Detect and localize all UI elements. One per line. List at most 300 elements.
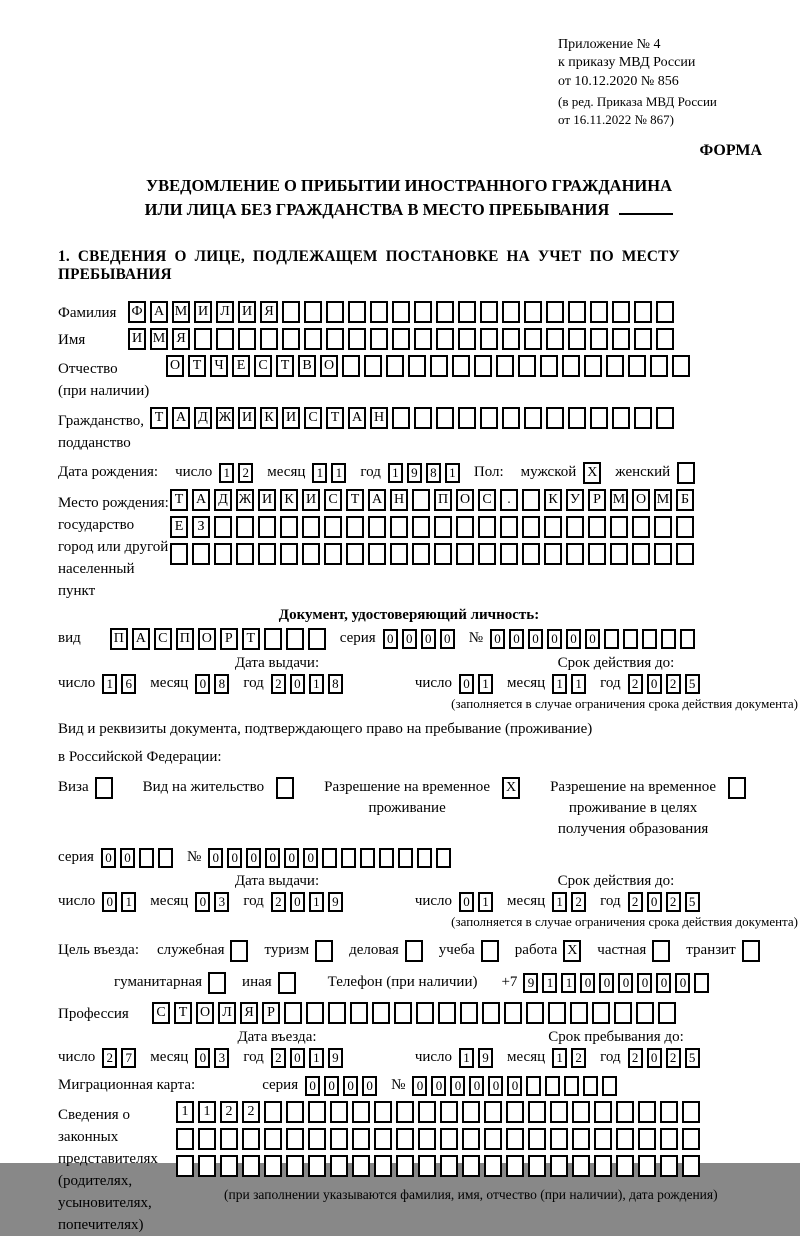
char-box[interactable]: К: [280, 489, 298, 511]
char-box[interactable]: [474, 355, 492, 377]
char-box[interactable]: [482, 1002, 500, 1024]
char-box[interactable]: 2: [271, 892, 286, 912]
char-box[interactable]: [440, 1101, 458, 1123]
char-box[interactable]: [650, 355, 668, 377]
char-box[interactable]: 2: [666, 1048, 681, 1068]
char-box[interactable]: 0: [265, 848, 280, 868]
char-box[interactable]: [328, 1002, 346, 1024]
char-box[interactable]: Л: [218, 1002, 236, 1024]
char-box[interactable]: [526, 1002, 544, 1024]
char-box[interactable]: К: [260, 407, 278, 429]
char-box[interactable]: [528, 1101, 546, 1123]
char-box[interactable]: [216, 328, 234, 350]
char-box[interactable]: 0: [528, 629, 543, 649]
char-box[interactable]: [264, 1155, 282, 1177]
char-box[interactable]: [500, 516, 518, 538]
char-box[interactable]: 8: [426, 463, 441, 483]
char-box[interactable]: И: [258, 489, 276, 511]
char-box[interactable]: [656, 328, 674, 350]
char-box[interactable]: А: [192, 489, 210, 511]
char-box[interactable]: [480, 407, 498, 429]
char-box[interactable]: [278, 972, 296, 994]
char-box[interactable]: [504, 1002, 522, 1024]
char-box[interactable]: 0: [227, 848, 242, 868]
char-box[interactable]: 2: [628, 892, 643, 912]
char-box[interactable]: 5: [685, 674, 700, 694]
char-box[interactable]: 5: [685, 1048, 700, 1068]
char-box[interactable]: Ф: [128, 301, 146, 323]
char-box[interactable]: [606, 355, 624, 377]
char-box[interactable]: 0: [195, 674, 210, 694]
char-box[interactable]: А: [172, 407, 190, 429]
char-box[interactable]: У: [566, 489, 584, 511]
char-box[interactable]: С: [304, 407, 322, 429]
char-box[interactable]: [546, 328, 564, 350]
char-box[interactable]: Т: [276, 355, 294, 377]
char-box[interactable]: М: [610, 489, 628, 511]
char-box[interactable]: 0: [120, 848, 135, 868]
char-box[interactable]: 0: [362, 1076, 377, 1096]
char-box[interactable]: [396, 1155, 414, 1177]
char-box[interactable]: 0: [488, 1076, 503, 1096]
char-box[interactable]: С: [254, 355, 272, 377]
char-box[interactable]: [436, 301, 454, 323]
char-box[interactable]: [414, 407, 432, 429]
char-box[interactable]: [522, 543, 540, 565]
char-box[interactable]: К: [544, 489, 562, 511]
char-box[interactable]: [502, 328, 520, 350]
char-box[interactable]: 0: [637, 973, 652, 993]
char-box[interactable]: [276, 777, 294, 799]
char-box[interactable]: [590, 328, 608, 350]
char-box[interactable]: З: [192, 516, 210, 538]
char-box[interactable]: [374, 1128, 392, 1150]
char-box[interactable]: [604, 629, 619, 649]
char-box[interactable]: И: [194, 301, 212, 323]
char-box[interactable]: 0: [324, 1076, 339, 1096]
char-box[interactable]: [368, 543, 386, 565]
char-box[interactable]: 1: [552, 674, 567, 694]
char-box[interactable]: [570, 1002, 588, 1024]
char-box[interactable]: 0: [421, 629, 436, 649]
char-box[interactable]: 2: [628, 1048, 643, 1068]
char-box[interactable]: [342, 355, 360, 377]
char-box[interactable]: [680, 629, 695, 649]
char-box[interactable]: [198, 1155, 216, 1177]
char-box[interactable]: [458, 328, 476, 350]
char-box[interactable]: 1: [478, 892, 493, 912]
char-box[interactable]: Е: [170, 516, 188, 538]
char-box[interactable]: [302, 516, 320, 538]
temp-residence-checkbox[interactable]: [502, 777, 524, 799]
char-box[interactable]: [540, 355, 558, 377]
char-box[interactable]: О: [632, 489, 650, 511]
char-box[interactable]: 0: [305, 1076, 320, 1096]
char-box[interactable]: С: [154, 628, 172, 650]
char-box[interactable]: [660, 1101, 678, 1123]
purpose-private-checkbox[interactable]: [652, 940, 674, 962]
char-box[interactable]: [524, 301, 542, 323]
purpose-business-checkbox[interactable]: [405, 940, 427, 962]
char-box[interactable]: 1: [176, 1101, 194, 1123]
char-box[interactable]: 0: [656, 973, 671, 993]
char-box[interactable]: 1: [309, 1048, 324, 1068]
char-box[interactable]: [418, 1128, 436, 1150]
char-box[interactable]: 2: [271, 674, 286, 694]
char-box[interactable]: Ч: [210, 355, 228, 377]
char-box[interactable]: О: [456, 489, 474, 511]
char-box[interactable]: [572, 1128, 590, 1150]
char-box[interactable]: С: [324, 489, 342, 511]
char-box[interactable]: [412, 489, 430, 511]
char-box[interactable]: Т: [188, 355, 206, 377]
char-box[interactable]: [330, 1128, 348, 1150]
char-box[interactable]: [661, 629, 676, 649]
char-box[interactable]: X: [563, 940, 581, 962]
char-box[interactable]: [315, 940, 333, 962]
char-box[interactable]: [308, 1155, 326, 1177]
char-box[interactable]: [636, 1002, 654, 1024]
char-box[interactable]: [430, 355, 448, 377]
char-box[interactable]: [677, 462, 695, 484]
char-box[interactable]: [158, 848, 173, 868]
char-box[interactable]: С: [478, 489, 496, 511]
char-box[interactable]: [286, 628, 304, 650]
char-box[interactable]: [456, 516, 474, 538]
char-box[interactable]: 9: [328, 1048, 343, 1068]
char-box[interactable]: Д: [214, 489, 232, 511]
char-box[interactable]: 1: [309, 892, 324, 912]
char-box[interactable]: [458, 301, 476, 323]
char-box[interactable]: [370, 328, 388, 350]
char-box[interactable]: 0: [195, 1048, 210, 1068]
char-box[interactable]: 9: [478, 1048, 493, 1068]
char-box[interactable]: [502, 301, 520, 323]
char-box[interactable]: [390, 516, 408, 538]
char-box[interactable]: [194, 328, 212, 350]
char-box[interactable]: 0: [343, 1076, 358, 1096]
char-box[interactable]: [346, 543, 364, 565]
char-box[interactable]: 0: [599, 973, 614, 993]
char-box[interactable]: 2: [571, 892, 586, 912]
char-box[interactable]: [478, 516, 496, 538]
char-box[interactable]: Д: [194, 407, 212, 429]
char-box[interactable]: Т: [242, 628, 260, 650]
char-box[interactable]: [242, 1155, 260, 1177]
char-box[interactable]: 1: [459, 1048, 474, 1068]
char-box[interactable]: [484, 1128, 502, 1150]
char-box[interactable]: И: [238, 301, 256, 323]
char-box[interactable]: [280, 516, 298, 538]
char-box[interactable]: 1: [219, 463, 234, 483]
char-box[interactable]: И: [238, 407, 256, 429]
char-box[interactable]: [258, 543, 276, 565]
char-box[interactable]: [524, 407, 542, 429]
char-box[interactable]: [594, 1155, 612, 1177]
char-box[interactable]: 1: [309, 674, 324, 694]
char-box[interactable]: 0: [402, 629, 417, 649]
char-box[interactable]: 0: [566, 629, 581, 649]
char-box[interactable]: [284, 1002, 302, 1024]
char-box[interactable]: [676, 516, 694, 538]
char-box[interactable]: [436, 328, 454, 350]
char-box[interactable]: [436, 848, 451, 868]
char-box[interactable]: Р: [220, 628, 238, 650]
char-box[interactable]: X: [502, 777, 520, 799]
char-box[interactable]: 0: [290, 1048, 305, 1068]
char-box[interactable]: [304, 301, 322, 323]
char-box[interactable]: О: [198, 628, 216, 650]
char-box[interactable]: [440, 1128, 458, 1150]
char-box[interactable]: Ж: [236, 489, 254, 511]
char-box[interactable]: [654, 543, 672, 565]
char-box[interactable]: 1: [312, 463, 327, 483]
char-box[interactable]: 0: [507, 1076, 522, 1096]
char-box[interactable]: [324, 516, 342, 538]
char-box[interactable]: [322, 848, 337, 868]
char-box[interactable]: 0: [383, 629, 398, 649]
char-box[interactable]: [550, 1155, 568, 1177]
char-box[interactable]: А: [150, 301, 168, 323]
char-box[interactable]: [264, 1128, 282, 1150]
char-box[interactable]: [550, 1101, 568, 1123]
char-box[interactable]: П: [434, 489, 452, 511]
char-box[interactable]: [198, 1128, 216, 1150]
char-box[interactable]: [456, 543, 474, 565]
char-box[interactable]: [308, 1101, 326, 1123]
char-box[interactable]: [208, 972, 226, 994]
char-box[interactable]: [352, 1101, 370, 1123]
char-box[interactable]: [610, 516, 628, 538]
char-box[interactable]: [304, 328, 322, 350]
char-box[interactable]: 2: [242, 1101, 260, 1123]
char-box[interactable]: М: [654, 489, 672, 511]
residence-permit-checkbox[interactable]: [276, 777, 298, 799]
char-box[interactable]: [614, 1002, 632, 1024]
char-box[interactable]: [522, 516, 540, 538]
char-box[interactable]: 1: [561, 973, 576, 993]
char-box[interactable]: [364, 355, 382, 377]
char-box[interactable]: [550, 1128, 568, 1150]
char-box[interactable]: [623, 629, 638, 649]
edu-residence-checkbox[interactable]: [728, 777, 750, 799]
char-box[interactable]: [660, 1155, 678, 1177]
char-box[interactable]: [460, 1002, 478, 1024]
char-box[interactable]: 7: [121, 1048, 136, 1068]
char-box[interactable]: 0: [284, 848, 299, 868]
char-box[interactable]: [346, 516, 364, 538]
char-box[interactable]: [462, 1101, 480, 1123]
char-box[interactable]: [330, 1101, 348, 1123]
purpose-official-checkbox[interactable]: [230, 940, 252, 962]
char-box[interactable]: [478, 543, 496, 565]
char-box[interactable]: [592, 1002, 610, 1024]
char-box[interactable]: [672, 355, 690, 377]
char-box[interactable]: [602, 1076, 617, 1096]
char-box[interactable]: [379, 848, 394, 868]
char-box[interactable]: [616, 1155, 634, 1177]
char-box[interactable]: [258, 516, 276, 538]
char-box[interactable]: [572, 1101, 590, 1123]
char-box[interactable]: [638, 1155, 656, 1177]
char-box[interactable]: [282, 301, 300, 323]
char-box[interactable]: 2: [666, 674, 681, 694]
char-box[interactable]: 0: [431, 1076, 446, 1096]
char-box[interactable]: [452, 355, 470, 377]
char-box[interactable]: [462, 1155, 480, 1177]
char-box[interactable]: [286, 1101, 304, 1123]
char-box[interactable]: 6: [121, 674, 136, 694]
char-box[interactable]: Я: [260, 301, 278, 323]
char-box[interactable]: [374, 1155, 392, 1177]
char-box[interactable]: [652, 940, 670, 962]
char-box[interactable]: И: [282, 407, 300, 429]
char-box[interactable]: [242, 1128, 260, 1150]
char-box[interactable]: [462, 1128, 480, 1150]
char-box[interactable]: [480, 328, 498, 350]
char-box[interactable]: [370, 301, 388, 323]
char-box[interactable]: 9: [328, 892, 343, 912]
char-box[interactable]: [434, 543, 452, 565]
char-box[interactable]: [392, 407, 410, 429]
char-box[interactable]: [638, 1128, 656, 1150]
char-box[interactable]: 0: [547, 629, 562, 649]
char-box[interactable]: 0: [102, 892, 117, 912]
char-box[interactable]: [528, 1155, 546, 1177]
char-box[interactable]: [568, 328, 586, 350]
char-box[interactable]: [139, 848, 154, 868]
char-box[interactable]: [302, 543, 320, 565]
char-box[interactable]: В: [298, 355, 316, 377]
char-box[interactable]: [632, 516, 650, 538]
char-box[interactable]: 0: [647, 1048, 662, 1068]
char-box[interactable]: [176, 1155, 194, 1177]
char-box[interactable]: [398, 848, 413, 868]
char-box[interactable]: [438, 1002, 456, 1024]
char-box[interactable]: П: [110, 628, 128, 650]
char-box[interactable]: [610, 543, 628, 565]
char-box[interactable]: 2: [571, 1048, 586, 1068]
char-box[interactable]: [260, 328, 278, 350]
char-box[interactable]: 0: [246, 848, 261, 868]
char-box[interactable]: [220, 1155, 238, 1177]
char-box[interactable]: [676, 543, 694, 565]
char-box[interactable]: [341, 848, 356, 868]
char-box[interactable]: [656, 301, 674, 323]
char-box[interactable]: И: [128, 328, 146, 350]
char-box[interactable]: Л: [216, 301, 234, 323]
char-box[interactable]: [95, 777, 113, 799]
char-box[interactable]: 0: [647, 674, 662, 694]
char-box[interactable]: [170, 543, 188, 565]
char-box[interactable]: [564, 1076, 579, 1096]
char-box[interactable]: [374, 1101, 392, 1123]
char-box[interactable]: [326, 328, 344, 350]
char-box[interactable]: [656, 407, 674, 429]
char-box[interactable]: [500, 543, 518, 565]
char-box[interactable]: [524, 328, 542, 350]
char-box[interactable]: [634, 301, 652, 323]
char-box[interactable]: [360, 848, 375, 868]
purpose-work-checkbox[interactable]: [563, 940, 585, 962]
char-box[interactable]: [330, 1155, 348, 1177]
char-box[interactable]: Т: [150, 407, 168, 429]
char-box[interactable]: [352, 1155, 370, 1177]
char-box[interactable]: [484, 1101, 502, 1123]
char-box[interactable]: Б: [676, 489, 694, 511]
char-box[interactable]: [496, 355, 514, 377]
char-box[interactable]: 2: [102, 1048, 117, 1068]
char-box[interactable]: [568, 301, 586, 323]
char-box[interactable]: Р: [588, 489, 606, 511]
char-box[interactable]: [408, 355, 426, 377]
char-box[interactable]: 0: [459, 674, 474, 694]
char-box[interactable]: [414, 301, 432, 323]
char-box[interactable]: [728, 777, 746, 799]
char-box[interactable]: 0: [450, 1076, 465, 1096]
char-box[interactable]: 5: [685, 892, 700, 912]
char-box[interactable]: 1: [478, 674, 493, 694]
char-box[interactable]: [545, 1076, 560, 1096]
char-box[interactable]: 1: [445, 463, 460, 483]
char-box[interactable]: [416, 1002, 434, 1024]
char-box[interactable]: О: [320, 355, 338, 377]
char-box[interactable]: [348, 301, 366, 323]
char-box[interactable]: [192, 543, 210, 565]
char-box[interactable]: [616, 1101, 634, 1123]
char-box[interactable]: 2: [220, 1101, 238, 1123]
char-box[interactable]: [350, 1002, 368, 1024]
char-box[interactable]: [176, 1128, 194, 1150]
char-box[interactable]: [286, 1155, 304, 1177]
char-box[interactable]: [348, 328, 366, 350]
char-box[interactable]: [324, 543, 342, 565]
char-box[interactable]: 1: [198, 1101, 216, 1123]
char-box[interactable]: 1: [542, 973, 557, 993]
char-box[interactable]: [264, 1101, 282, 1123]
char-box[interactable]: [628, 355, 646, 377]
char-box[interactable]: М: [172, 301, 190, 323]
char-box[interactable]: Н: [370, 407, 388, 429]
char-box[interactable]: [440, 1155, 458, 1177]
char-box[interactable]: .: [500, 489, 518, 511]
char-box[interactable]: [742, 940, 760, 962]
char-box[interactable]: [694, 973, 709, 993]
char-box[interactable]: [386, 355, 404, 377]
char-box[interactable]: М: [150, 328, 168, 350]
char-box[interactable]: 2: [238, 463, 253, 483]
char-box[interactable]: [372, 1002, 390, 1024]
char-box[interactable]: 1: [121, 892, 136, 912]
char-box[interactable]: 9: [407, 463, 422, 483]
char-box[interactable]: [522, 489, 540, 511]
char-box[interactable]: [616, 1128, 634, 1150]
char-box[interactable]: 0: [509, 629, 524, 649]
char-box[interactable]: [528, 1128, 546, 1150]
char-box[interactable]: [502, 407, 520, 429]
char-box[interactable]: [326, 301, 344, 323]
char-box[interactable]: 0: [440, 629, 455, 649]
sex-female-checkbox[interactable]: [677, 462, 699, 484]
char-box[interactable]: 0: [290, 674, 305, 694]
char-box[interactable]: [568, 407, 586, 429]
char-box[interactable]: 0: [303, 848, 318, 868]
char-box[interactable]: [562, 355, 580, 377]
char-box[interactable]: Т: [326, 407, 344, 429]
purpose-tourism-checkbox[interactable]: [315, 940, 337, 962]
char-box[interactable]: 3: [214, 892, 229, 912]
char-box[interactable]: 0: [490, 629, 505, 649]
